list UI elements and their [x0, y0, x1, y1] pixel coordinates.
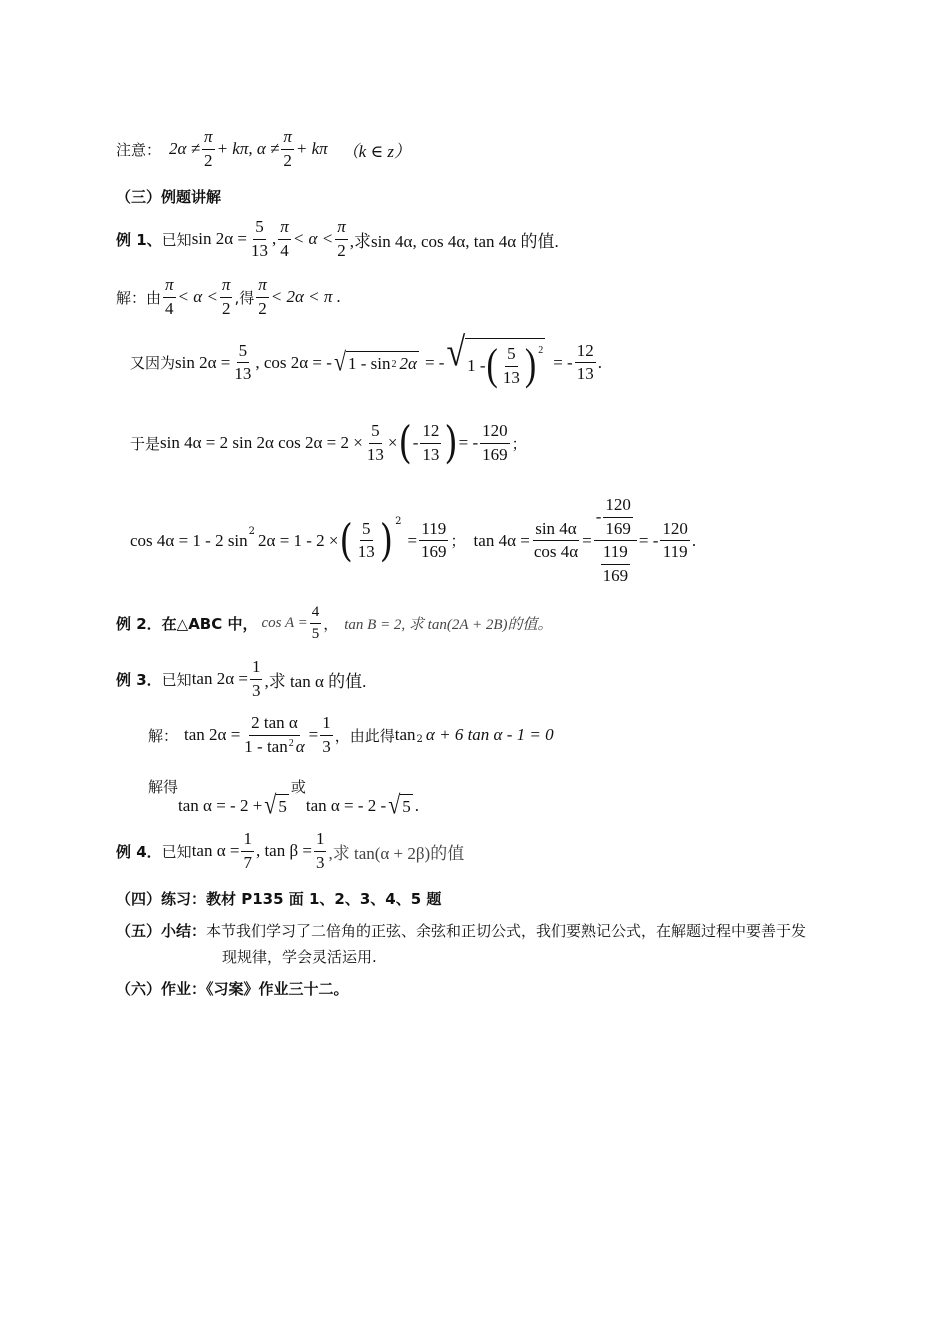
- solution-4-cont: 2α = 1 - 2 ×: [258, 530, 339, 550]
- solution-2-prefix: 又因为: [130, 354, 176, 373]
- solution-1-line-3: [130, 417, 527, 470]
- example-3-tan2a: tan 2α =: [191, 669, 248, 689]
- solution-5-label: 解：: [148, 726, 179, 745]
- solution-4-tan4a: tan 4α =: [473, 530, 530, 550]
- solution-2-sqrt-2: √ 1 - ( $\frac{5}{13}$ ) 2: [446, 338, 545, 387]
- solution-2-result: $\frac{12}{13}$: [576, 340, 594, 384]
- solution-3-sin4a: sin 4α = 2 sin 2α cos 2α = 2 ×: [160, 433, 363, 453]
- solution-1-line-1: [116, 276, 341, 318]
- solution-4-frac: $\frac{5}{13}$: [357, 518, 375, 562]
- example-4-frac-2: $\frac{1}{3}$: [315, 829, 325, 872]
- solution-5-frac: 2 tan α 1 - tan 2 α: [244, 713, 305, 756]
- solution-3-frac: $\frac{5}{13}$: [366, 421, 384, 464]
- paren-right-icon: ): [524, 341, 537, 390]
- radical-icon: √: [333, 346, 347, 377]
- radical-icon: √: [388, 789, 401, 820]
- solution-5-eqn-b: α + 6 tan α - 1 = 0: [425, 725, 554, 745]
- note-plus-kpi: + kπ, α ≠: [216, 139, 280, 159]
- example-1-range: < α <: [292, 229, 334, 249]
- paren-right-icon: ): [444, 417, 458, 470]
- solution-6-r1: tan α = - 2 +: [178, 795, 263, 815]
- section-5-text-2: 现规律，学会灵活运用.: [222, 948, 377, 966]
- solution-4-complex-frac: - $\frac{120}{169}$ $\frac{119}{169}$: [594, 496, 637, 586]
- solution-4-semi: ；: [450, 532, 466, 551]
- solution-6-sqrt-1: √ 5: [264, 789, 287, 820]
- solution-2-eq-minus: = -: [424, 352, 445, 372]
- solution-6-or: 或: [290, 778, 306, 796]
- solution-6-r2: tan α = - 2 -: [305, 795, 387, 815]
- solution-2-cos2a: , cos 2α = -: [255, 352, 332, 372]
- solution-5-eq: =: [308, 725, 319, 745]
- example-4-frac-1: $\frac{1}{7}$: [243, 829, 252, 872]
- solution-1-line-2: [130, 330, 602, 390]
- solution-1-pi2: $\frac{\pi}{2}$: [221, 275, 231, 318]
- section-3-title: （三）例题讲解: [116, 188, 222, 206]
- radical-icon-large: √: [446, 330, 466, 376]
- example-4-text: 已知: [161, 842, 192, 861]
- example-1-sin2a: sin 2α =: [191, 229, 248, 249]
- section-5-title: （五）小结：: [116, 922, 207, 940]
- example-2-cosA: cos A =: [261, 614, 308, 631]
- paren-left-icon: (: [339, 514, 353, 567]
- example-2-frac: $\frac{4}{5}$: [311, 604, 320, 642]
- example-3-text: 已知: [161, 670, 192, 689]
- section-6-title: （六）作业：《习案》作业三十二。: [116, 980, 349, 998]
- solution-2-frac: $\frac{5}{13}$: [234, 340, 252, 384]
- example-1-text: 已知: [161, 230, 192, 249]
- paren-right-icon: ): [379, 514, 394, 567]
- example-4: [116, 830, 464, 872]
- example-1-comma: ,: [272, 229, 277, 249]
- solution-1-pi4: $\frac{\pi}{4}$: [165, 275, 174, 318]
- solution-3-line-1: 解： tan 2α = 2 tan α 1 - tan 2 α = $\frac{1}{3}$ ，由此得 tan 2 α + 6 tan α - 1 = 0: [148, 713, 554, 756]
- solution-6-label: 解得: [148, 778, 179, 796]
- solution-3-eq-minus: = -: [458, 433, 479, 453]
- note-label: 注意：: [116, 140, 162, 159]
- solution-2-sqrt-1: √ 1 - sin 2 2α: [333, 346, 417, 377]
- example-1-frac: $\frac{5}{13}$: [251, 217, 269, 260]
- solution-3-line-2: [148, 776, 420, 820]
- solution-4-result-2: $\frac{120}{119}$: [662, 518, 688, 562]
- section-4-title: （四）练习：教材 P135 面 1、2、3、4、5 题: [116, 890, 442, 908]
- solution-1-range: < α <: [177, 287, 218, 307]
- example-1-pi4: $\frac{\pi}{4}$: [280, 217, 289, 260]
- solution-3-times: ×: [387, 433, 398, 453]
- solution-6-sqrt-2: √ 5: [388, 789, 411, 820]
- solution-5-frac-2: $\frac{1}{3}$: [322, 713, 331, 756]
- example-4-tana: tan α =: [191, 841, 240, 861]
- solution-1-label: 解：由: [116, 288, 162, 307]
- example-4-ask: ,求 tan(α + 2β)的值: [328, 843, 465, 863]
- solution-4-eq-minus: = -: [638, 530, 659, 550]
- note-plus-kpi-2: + kπ: [295, 139, 328, 159]
- note-expr-a: 2α ≠: [169, 139, 201, 159]
- example-3-label: 例 3．: [116, 670, 162, 689]
- example-4-tanb: , tan β =: [255, 841, 312, 861]
- solution-3-minus: -: [412, 433, 419, 453]
- solution-2-eq-minus-2: = -: [553, 352, 573, 372]
- solution-5-tan2a: tan 2α =: [184, 725, 241, 745]
- solution-3-result: $\frac{120}{169}$: [482, 421, 508, 464]
- section-5-text-1: 本节我们学习了二倍角的正弦、余弦和正切公式，我们要熟记公式，在解题过程中要善于发: [206, 922, 807, 940]
- solution-4-ratio: $\frac{\sin 4\alpha}{\cos 4\alpha}$: [533, 518, 579, 562]
- solution-1-de: ,得: [234, 288, 255, 307]
- note-line: [116, 128, 411, 170]
- solution-5-eqn-a: tan: [394, 725, 416, 745]
- solution-4-cos4a: cos 4α = 1 - 2 sin: [130, 530, 248, 550]
- example-1-pi2: $\frac{\pi}{2}$: [337, 217, 346, 260]
- example-2: [116, 604, 553, 642]
- paren-left-icon: (: [486, 341, 498, 390]
- example-1: [116, 218, 559, 260]
- solution-2-sin2a: sin 2α =: [175, 352, 231, 372]
- solution-6-end: .: [414, 795, 420, 815]
- example-1-label: 例 1、: [116, 230, 162, 249]
- note-condition: （k ∈ z）: [341, 141, 411, 161]
- solution-2-end: .: [597, 352, 602, 372]
- example-3: [116, 658, 366, 700]
- solution-4-eq-2: =: [582, 530, 592, 550]
- radical-icon: √: [264, 789, 277, 820]
- solution-4-eq: =: [407, 530, 418, 550]
- example-2-tanB: tan B = 2, 求 tan(2A + 2B)的值。: [344, 616, 553, 633]
- example-4-label: 例 4．: [116, 842, 162, 861]
- section-5: [116, 920, 806, 941]
- example-2-sep: ，: [323, 614, 339, 633]
- example-3-ask: ,求 tan α 的值.: [264, 671, 367, 691]
- solution-4-end: .: [691, 530, 697, 550]
- solution-5-mid: ，由此得: [334, 726, 395, 745]
- solution-1-range-2: < 2α < π: [270, 287, 333, 307]
- example-1-ask: ,求sin 4α, cos 4α, tan 4α 的值.: [349, 231, 559, 251]
- solution-3-prefix: 于是: [130, 434, 161, 453]
- solution-1-pi2-b: $\frac{\pi}{2}$: [258, 275, 267, 318]
- paren-left-icon: (: [398, 417, 412, 470]
- solution-1-end: .: [336, 287, 341, 307]
- solution-3-frac-2: $\frac{12}{13}$: [422, 421, 440, 464]
- solution-4-result-1: $\frac{119}{169}$: [421, 518, 447, 562]
- solution-3-end: ；: [511, 434, 527, 453]
- solution-1-line-4: cos 4α = 1 - 2 sin 2 2α = 1 - 2 × ( $\frac{5}{13}$ ) 2 = $\frac{119}{169}$ ； tan 4α = $\frac{\sin 4\alpha}{\cos 4\alpha}$ = - $\frac{120}{169}$ $\frac{119}{169}$ = - $\frac{120}{119}$ .: [130, 495, 697, 586]
- note-frac-1: $\frac{\pi}{2}$: [204, 127, 213, 170]
- example-3-frac: $\frac{1}{3}$: [251, 657, 261, 700]
- example-2-label: 例 2．在△ABC 中，: [116, 614, 258, 633]
- solution-4-sq: 2: [248, 526, 256, 537]
- note-frac-2: $\frac{\pi}{2}$: [283, 127, 292, 170]
